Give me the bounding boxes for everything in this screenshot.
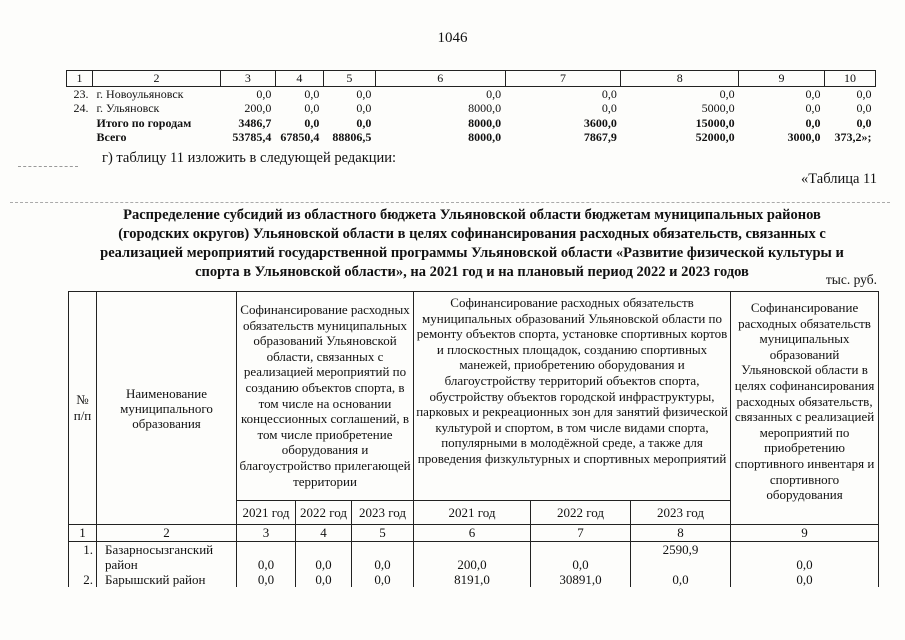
row-number <box>67 116 93 131</box>
value-cell: 53785,4 <box>232 130 272 144</box>
value-cell: 0,0 <box>237 572 296 587</box>
value-cell: 200,0 <box>244 101 272 115</box>
subsidy-table <box>68 291 879 587</box>
column-number: 9 <box>731 525 879 542</box>
value-cell: 0,0 <box>296 542 352 573</box>
column-header-name: Наименование муниципального образования <box>97 292 237 525</box>
value-cell: 0,0 <box>731 572 879 587</box>
amendment-instruction: г) таблицу 11 изложить в следующей редакции: <box>102 150 397 166</box>
value-cell: 0,0 <box>856 101 872 115</box>
column-number: 6 <box>414 525 531 542</box>
value-cell: 0,0 <box>719 86 735 101</box>
value-cell: 15000,0 <box>695 115 735 130</box>
page-number: 1046 <box>437 30 468 46</box>
column-number: 4 <box>296 525 352 542</box>
value-cell: 373,2»; <box>834 130 872 144</box>
table-title: Распределение субсидий из областного бюджета Ульяновской области бюджетам муниципальных районов (городских округов) Ульяновской области в целях софинансирования расходных обязательств, связанных с реализацией мероприятий государственной программы Ульяновской области «Развитие физической культуры и спорта в Ульяновской области», на 2021 год и на плановый период 2022 и 2023 годов <box>100 207 844 280</box>
value-cell: 52000,0 <box>695 130 735 144</box>
column-header-number: № п/п <box>69 292 97 525</box>
header-cell: 4 <box>275 71 323 87</box>
row-number <box>67 130 93 145</box>
scan-divider <box>10 202 890 203</box>
value-cell: 3000,0 <box>787 130 821 144</box>
year-header: 2022 год <box>296 501 352 525</box>
value-cell: 2590,9 <box>631 542 731 573</box>
table-row <box>67 86 876 101</box>
scan-divider <box>18 166 78 167</box>
value-cell: 0,0 <box>805 86 821 101</box>
header-cell: 8 <box>621 71 739 87</box>
row-name: Итого по городам <box>96 115 192 130</box>
year-header: 2023 год <box>352 501 414 525</box>
value-cell: 88806,5 <box>332 130 372 144</box>
value-cell: 0,0 <box>304 86 320 101</box>
column-number: 5 <box>352 525 414 542</box>
value-cell: 0,0 <box>856 115 872 130</box>
table-row <box>67 101 876 116</box>
value-cell: 0,0 <box>256 86 272 101</box>
value-cell: 0,0 <box>486 86 502 101</box>
column-number: 7 <box>531 525 631 542</box>
header-cell: 3 <box>220 71 275 87</box>
value-cell: 0,0 <box>296 572 352 587</box>
value-cell: 0,0 <box>601 101 617 115</box>
row-number: 24. <box>73 101 89 115</box>
column-number: 3 <box>237 525 296 542</box>
row-name: Базарносызганский район <box>97 542 237 573</box>
column-numbers-row <box>69 525 879 542</box>
value-cell: 0,0 <box>352 572 414 587</box>
column-number: 1 <box>69 525 97 542</box>
row-number: 23. <box>73 86 89 101</box>
header-cell: 7 <box>505 71 621 87</box>
units-label: тыс. руб. <box>825 272 877 287</box>
year-header: 2021 год <box>414 501 531 525</box>
header-cell: 10 <box>824 71 875 87</box>
year-header: 2023 год <box>631 501 731 525</box>
value-cell: 67850,4 <box>280 130 320 144</box>
continuation-table <box>66 70 876 145</box>
value-cell: 0,0 <box>631 572 731 587</box>
column-number: 2 <box>97 525 237 542</box>
value-cell: 8191,0 <box>414 572 531 587</box>
value-cell: 5000,0 <box>701 101 735 115</box>
row-name: г. Новоульяновск <box>96 86 184 101</box>
value-cell: 0,0 <box>805 115 821 130</box>
value-cell: 3600,0 <box>583 115 617 130</box>
value-cell: 0,0 <box>805 101 821 115</box>
table-row <box>69 572 879 587</box>
header-cell: 6 <box>375 71 505 87</box>
header-cell: 5 <box>323 71 375 87</box>
value-cell: 0,0 <box>731 542 879 573</box>
value-cell: 0,0 <box>356 115 372 130</box>
header-cell: 2 <box>92 71 220 87</box>
value-cell: 0,0 <box>304 101 320 115</box>
year-header: 2021 год <box>237 501 296 525</box>
value-cell: 0,0 <box>531 542 631 573</box>
header-cell: 1 <box>67 71 93 87</box>
column-group-repair: Софинансирование расходных обязательств муниципальных образований Ульяновской области по ремонту объектов спорта, установке спортивных кортов и плоскостных площадок, созданию спортивных манежей, приобретению оборудования и благоустройству территорий объектов спорта, обустройству объектов городской инфраструктуры, парковых и рекреационных зон для занятий физической культурой и спортом, в том числе видами спорта, популярными в молодёжной среде, а также для проведения физкультурных и спортивных мероприятий <box>414 292 731 501</box>
total-row <box>67 130 876 145</box>
value-cell: 200,0 <box>414 542 531 573</box>
row-number: 1. <box>69 542 97 573</box>
value-cell: 3486,7 <box>238 115 272 130</box>
column-group-construction: Софинансирование расходных обязательств муниципальных образований Ульяновской области, связанных с реализацией мероприятий по созданию объектов спорта, в том числе на основании концессионных соглашений, в том числе приобретение оборудования и благоустройство прилегающей территории <box>237 292 414 501</box>
value-cell: 0,0 <box>352 542 414 573</box>
value-cell: 8000,0 <box>468 101 502 115</box>
column-group-equipment: Софинансирование расходных обязательств муниципальных образований Ульяновской области в целях софинансирования расходных обязательств, связанных с реализацией мероприятий по приобретению спортивного инвентаря и спортивного оборудования <box>731 292 879 525</box>
value-cell: 0,0 <box>237 542 296 573</box>
value-cell: 8000,0 <box>468 130 502 144</box>
value-cell: 0,0 <box>356 86 372 101</box>
group-header-row <box>69 292 879 501</box>
value-cell: 0,0 <box>856 86 872 101</box>
table-label: «Таблица 11 <box>801 171 877 187</box>
year-header: 2022 год <box>531 501 631 525</box>
header-cell: 9 <box>739 71 825 87</box>
subtotal-row <box>67 116 876 131</box>
table-row <box>69 542 879 573</box>
value-cell: 0,0 <box>601 86 617 101</box>
row-number: 2. <box>69 572 97 587</box>
value-cell: 0,0 <box>304 115 320 130</box>
value-cell: 30891,0 <box>531 572 631 587</box>
column-number: 8 <box>631 525 731 542</box>
column-numbers-row <box>67 71 876 87</box>
row-name: г. Ульяновск <box>96 101 160 115</box>
value-cell: 8000,0 <box>468 115 502 130</box>
row-name: Всего <box>96 130 127 144</box>
value-cell: 7867,9 <box>583 130 617 144</box>
value-cell: 0,0 <box>356 101 372 115</box>
row-name: Барышский район <box>97 572 237 587</box>
